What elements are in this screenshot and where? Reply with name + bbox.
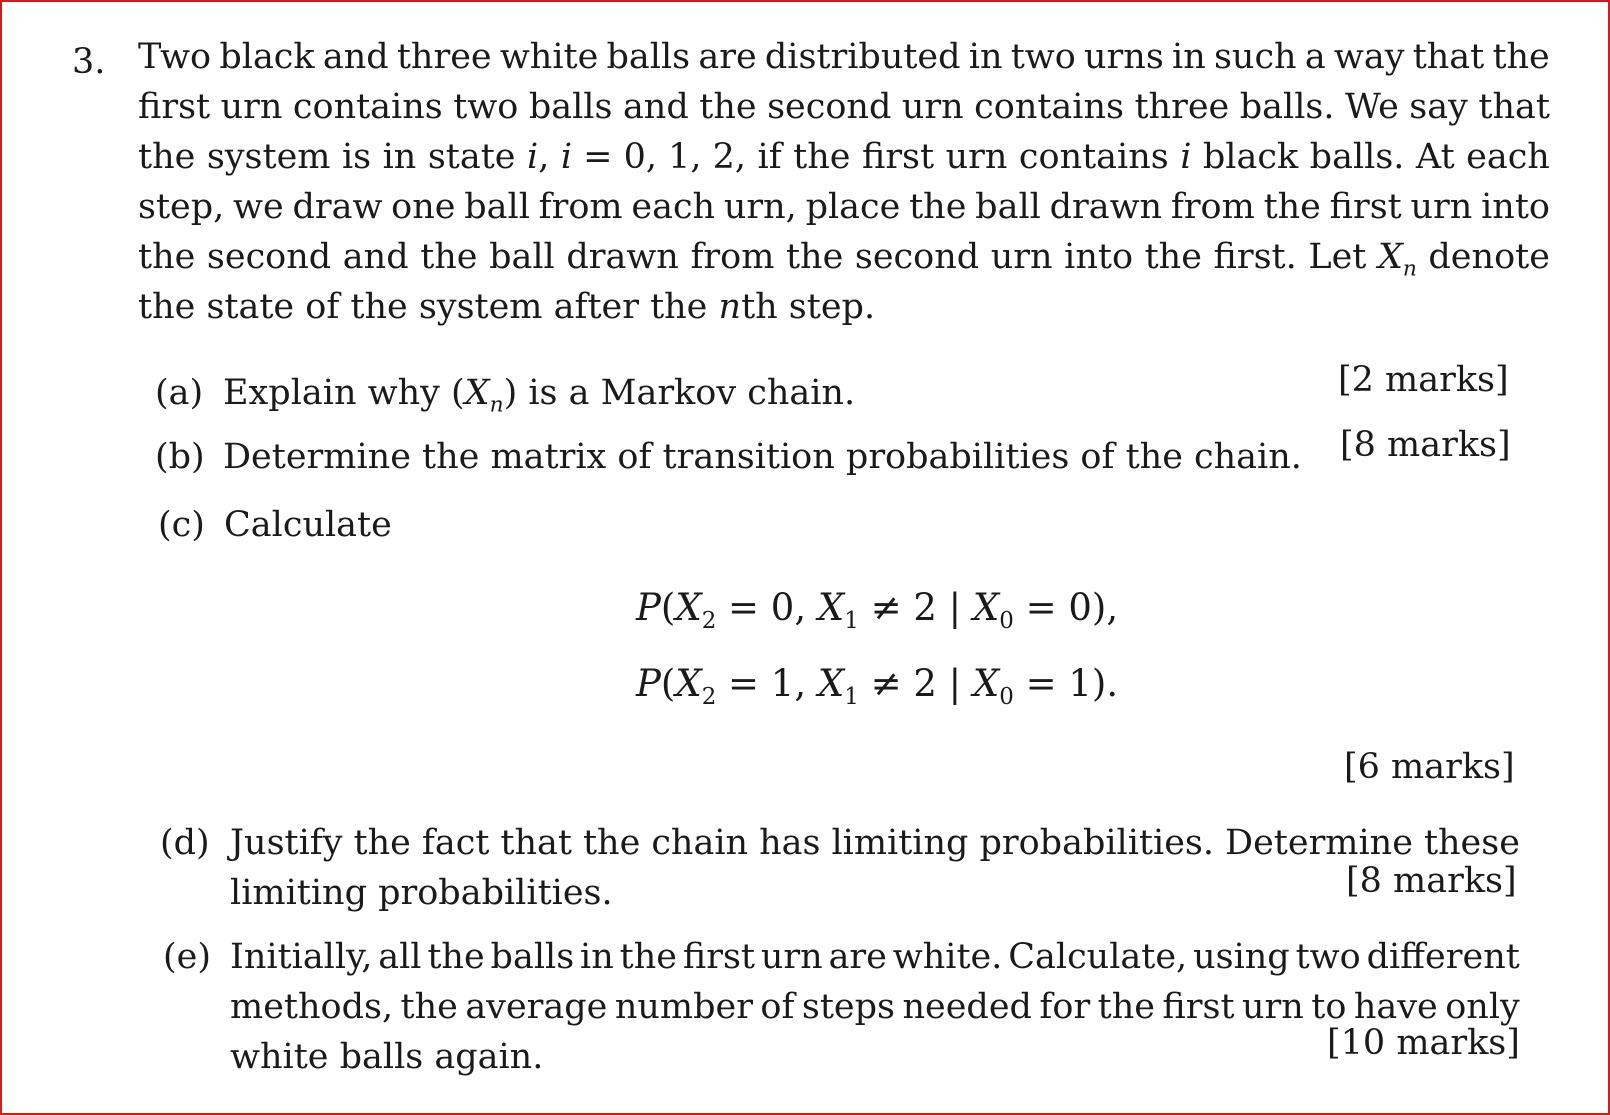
part-c — [158, 500, 1518, 550]
stem-line-2: first urn contains two balls and the second urn contains three balls. We say that — [138, 87, 1550, 127]
part-d-text — [230, 818, 1520, 918]
part-e-line-2: methods, the average number of steps needed for the first urn to have only — [230, 987, 1520, 1027]
part-a-label: (a) — [155, 373, 204, 413]
part-a — [155, 368, 1515, 418]
part-a-marks: [2 marks] — [1338, 360, 1509, 400]
question-number: 3. — [72, 42, 106, 82]
part-b-label: (b) — [155, 437, 205, 477]
part-c-marks: [6 marks] — [1344, 747, 1515, 787]
part-c-label: (c) — [158, 505, 205, 545]
part-e-marks: [10 marks] — [1327, 1023, 1520, 1063]
part-e-label: (e) — [163, 937, 212, 977]
part-d — [160, 818, 1520, 918]
part-d-label: (d) — [160, 823, 210, 863]
stem-line-6: the state of the system after the nth step. — [138, 287, 876, 327]
part-b — [155, 432, 1515, 482]
stem-line-3: the system is in state i, i = 0, 1, 2, if the first urn contains i black balls. At each — [138, 137, 1550, 177]
part-d-line-2: limiting probabilities. — [230, 873, 613, 913]
part-a-text: Explain why $(X_n)$ is a Markov chain. — [223, 373, 856, 418]
equation-2: $P(X_2 = 1$, $X_1 \ne 2$ | $X_0 = 1$). — [636, 662, 1119, 711]
part-e-line-3: white balls again. — [230, 1037, 544, 1077]
part-d-line-1: Justify the fact that the chain has limiting probabilities. Determine these — [230, 823, 1520, 863]
stem-line-4: step, we draw one ball from each urn, place the ball drawn from the first urn into — [138, 187, 1550, 227]
equation-1: $P(X_2 = 0$, $X_1 \ne 2$ | $X_0 = 0$), — [636, 586, 1119, 635]
part-d-marks: [8 marks] — [1346, 861, 1517, 901]
stem-line-1: Two black and three white balls are distributed in two urns in such a way that the — [138, 37, 1550, 77]
stem-line-5: the second and the ball drawn from the second urn into the first. Let $X_n$ denote — [138, 237, 1550, 282]
part-b-text: Determine the matrix of transition probabilities of the chain. — [223, 437, 1302, 477]
part-e — [163, 932, 1523, 1082]
part-e-line-1: Initially, all the balls in the first urn are white. Calculate, using two different — [230, 937, 1520, 977]
part-b-marks: [8 marks] — [1340, 425, 1511, 465]
part-c-text: Calculate — [224, 505, 392, 545]
question-stem — [138, 32, 1550, 332]
